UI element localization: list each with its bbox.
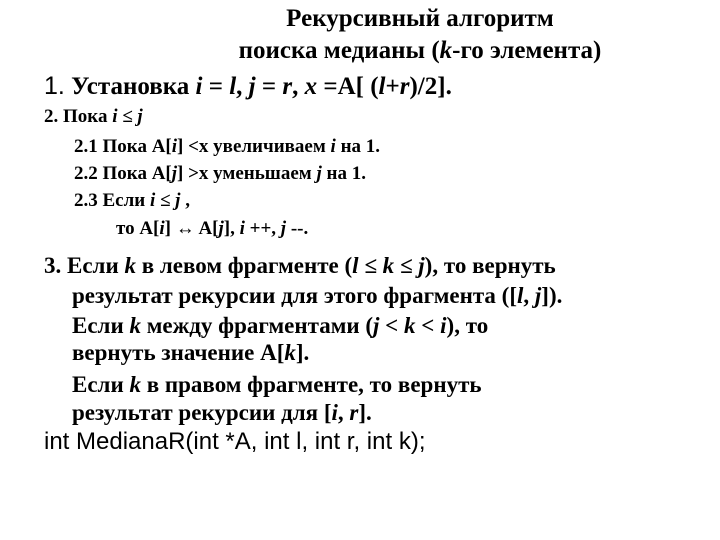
title-line-1 (150, 4, 690, 34)
text: 3. Если (44, 253, 125, 278)
text: , (337, 400, 350, 425)
title-line-2 (150, 36, 690, 66)
step-1-text: Установка (64, 73, 196, 100)
step-2-2 (74, 163, 366, 185)
text: --. (286, 218, 309, 239)
var-i: i (195, 73, 203, 100)
text: ), то вернуть (424, 253, 556, 278)
var-k: k (284, 340, 296, 365)
text: в правом фрагменте, то вернуть (140, 372, 482, 397)
var-k: k (129, 313, 141, 338)
text: вернуть значение A[ (72, 340, 285, 365)
title-text-1: Рекурсивный алгоритм (286, 5, 554, 32)
step-2-condition: i ≤ j (112, 106, 143, 127)
text: ] <x увеличиваем (177, 136, 331, 157)
text: то A[ (116, 218, 160, 239)
op-plus: + (385, 73, 400, 100)
text: ), то (446, 313, 489, 338)
text: в левом фрагменте ( (135, 253, 353, 278)
text: ], (223, 218, 240, 239)
var-l: l (517, 283, 524, 308)
var-i: i (171, 136, 178, 157)
step-3-line-3 (72, 313, 488, 339)
var-i: i (330, 136, 336, 157)
step-1-number: 1. (44, 72, 65, 100)
var-k: k (124, 253, 136, 278)
step-2-heading (44, 106, 143, 128)
var-i: i (331, 400, 338, 425)
var-r: r (282, 73, 293, 100)
comma: , (236, 73, 249, 100)
var-k: k (129, 372, 141, 397)
var-j: j (218, 218, 224, 239)
text: 2.3 Если (74, 190, 150, 211)
title-text-2b: -го элемента) (452, 37, 602, 64)
title-k: k (439, 37, 453, 64)
var-l: l (378, 73, 386, 100)
text: на 1. (335, 136, 381, 157)
step-3-line-6 (72, 400, 372, 426)
condition: l ≤ k ≤ j (352, 253, 425, 278)
function-signature (44, 428, 425, 456)
var-j: j (248, 73, 256, 100)
var-j: j (534, 283, 542, 308)
text: Если (72, 313, 130, 338)
var-j: j (280, 218, 287, 239)
text: ] ↔ A[ (164, 218, 219, 239)
text: , (180, 190, 190, 211)
text: между фрагментами ( (140, 313, 374, 338)
text: на 1. (321, 163, 366, 184)
text: ]. (358, 400, 372, 425)
step-2-label: 2. Пока (44, 106, 113, 127)
var-j: j (316, 163, 322, 184)
var-x: x (304, 73, 318, 100)
step-2-3 (74, 190, 190, 212)
op-eq: = (202, 73, 230, 100)
text: ++, (244, 218, 281, 239)
title-text-2a: поиска медианы ( (238, 37, 440, 64)
step-1 (44, 72, 452, 101)
signature-text: int MedianaR(int *A, int l, int r, int k); (44, 428, 426, 455)
text: результат рекурсии для этого фрагмента ([ (72, 283, 517, 308)
op-eq: = (255, 73, 283, 100)
comma: , (292, 73, 305, 100)
text: Если (72, 372, 130, 397)
text: ]. (295, 340, 310, 365)
step-3-line-1 (44, 253, 556, 279)
text: ]). (541, 283, 563, 308)
step-3-line-2 (72, 283, 562, 309)
step-3-line-5 (72, 372, 482, 398)
var-r: r (349, 400, 359, 425)
text: 2.1 Пока A[ (74, 136, 172, 157)
text: ] >x уменьшаем (177, 163, 317, 184)
text: , (523, 283, 535, 308)
expr-part: )/2]. (409, 73, 452, 100)
var-i: i (159, 218, 165, 239)
var-j: j (171, 163, 178, 184)
condition: i ≤ j (149, 190, 181, 211)
step-2-3-action (116, 218, 308, 240)
var-i: i (239, 218, 245, 239)
condition: j < k < i (373, 313, 447, 338)
step-3-line-4 (72, 340, 309, 366)
step-2-1 (74, 136, 380, 158)
text: 2.2 Пока A[ (74, 163, 172, 184)
var-r: r (399, 73, 410, 100)
expr-part: =A[ ( (317, 73, 379, 100)
var-l: l (229, 73, 237, 100)
text: результат рекурсии для [ (72, 400, 332, 425)
